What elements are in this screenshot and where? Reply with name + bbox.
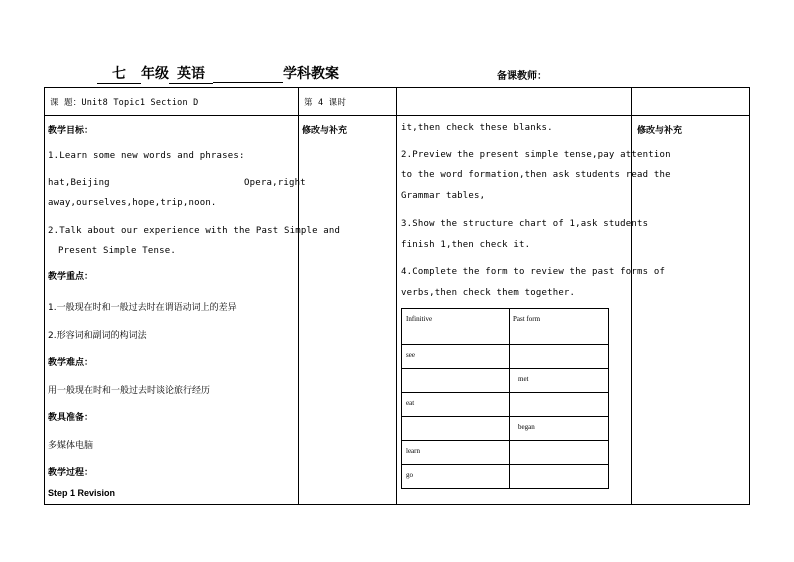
step-text-3: to the word formation,then ask students read the [401, 170, 671, 180]
grade-suffix: 年级 [141, 66, 169, 82]
step-text-1: it,then check these blanks. [401, 123, 553, 133]
verb-table-cell: met [518, 375, 529, 383]
objectives-heading: 教学目标： [48, 126, 94, 136]
key-points-heading: 教学重点： [48, 272, 94, 282]
subject-blank: 英语 [169, 63, 213, 84]
key-point-1: 1.一般现在时和一般过去时在谓语动词上的差异 [48, 303, 237, 313]
verb-table-row-line [402, 464, 608, 465]
key-point-2: 2.形容词和副词的构词法 [48, 331, 147, 341]
step-text-5: 3.Show the structure chart of 1,ask students [401, 219, 649, 229]
verb-table-header-past: Past form [513, 315, 541, 323]
step-1-heading: Step 1 Revision [48, 488, 116, 498]
col-divider-1 [298, 88, 299, 504]
objective-2b: Present Simple Tense. [58, 246, 176, 256]
verb-table-cell: eat [406, 399, 415, 407]
verb-table-row-line [402, 368, 608, 369]
lesson-topic: 课 题：Unit8 Topic1 Section D [50, 98, 199, 108]
col-divider-2 [396, 88, 397, 504]
verb-forms-table [401, 308, 609, 489]
grade-blank: 七 [97, 63, 141, 84]
difficulty-heading: 教学难点： [48, 358, 94, 368]
difficulty-1: 用一般现在时和一般过去时谈论旅行经历 [48, 386, 211, 396]
period-label: 第 4 课时 [304, 98, 347, 108]
row-divider [45, 115, 749, 116]
tools-1: 多媒体电脑 [48, 441, 94, 451]
verb-table-row-line [402, 416, 608, 417]
words-line-a: hat,Beijing [48, 178, 110, 188]
verb-table-row-line [402, 344, 608, 345]
verb-table-cell: see [406, 351, 415, 359]
step-text-2: 2.Preview the present simple tense,pay attention [401, 150, 671, 160]
verb-table-cell: go [406, 471, 413, 479]
revision-heading-1: 修改与补充 [302, 126, 348, 136]
tools-heading: 教具准备： [48, 413, 94, 423]
step-text-8: verbs,then check them together. [401, 288, 576, 298]
step-text-7: 4.Complete the form to review the past forms of [401, 267, 666, 277]
objective-2a: 2.Talk about our experience with the Past Simple and [48, 226, 341, 236]
words-line-c: away,ourselves,hope,trip,noon. [48, 198, 217, 208]
revision-heading-2: 修改与补充 [637, 126, 683, 136]
teacher-label: 备课教师： [497, 71, 547, 82]
verb-table-row-line [402, 392, 608, 393]
step-text-6: finish 1,then check it. [401, 240, 531, 250]
doc-title-text: 学科教案 [283, 66, 339, 82]
process-heading: 教学过程： [48, 468, 94, 478]
verb-table-cell: began [518, 423, 535, 431]
document-title [97, 63, 339, 84]
verb-table-row-line [402, 440, 608, 441]
verb-table-col-divider [509, 309, 510, 488]
objective-1: 1.Learn some new words and phrases: [48, 151, 245, 161]
subject-underline [213, 66, 283, 83]
verb-table-cell: learn [406, 447, 420, 455]
page-header [0, 60, 794, 84]
words-line-b: Opera,right [244, 178, 306, 188]
step-text-4: Grammar tables, [401, 191, 486, 201]
lesson-plan-table [44, 87, 750, 505]
verb-table-header-infinitive: Infinitive [406, 315, 433, 323]
